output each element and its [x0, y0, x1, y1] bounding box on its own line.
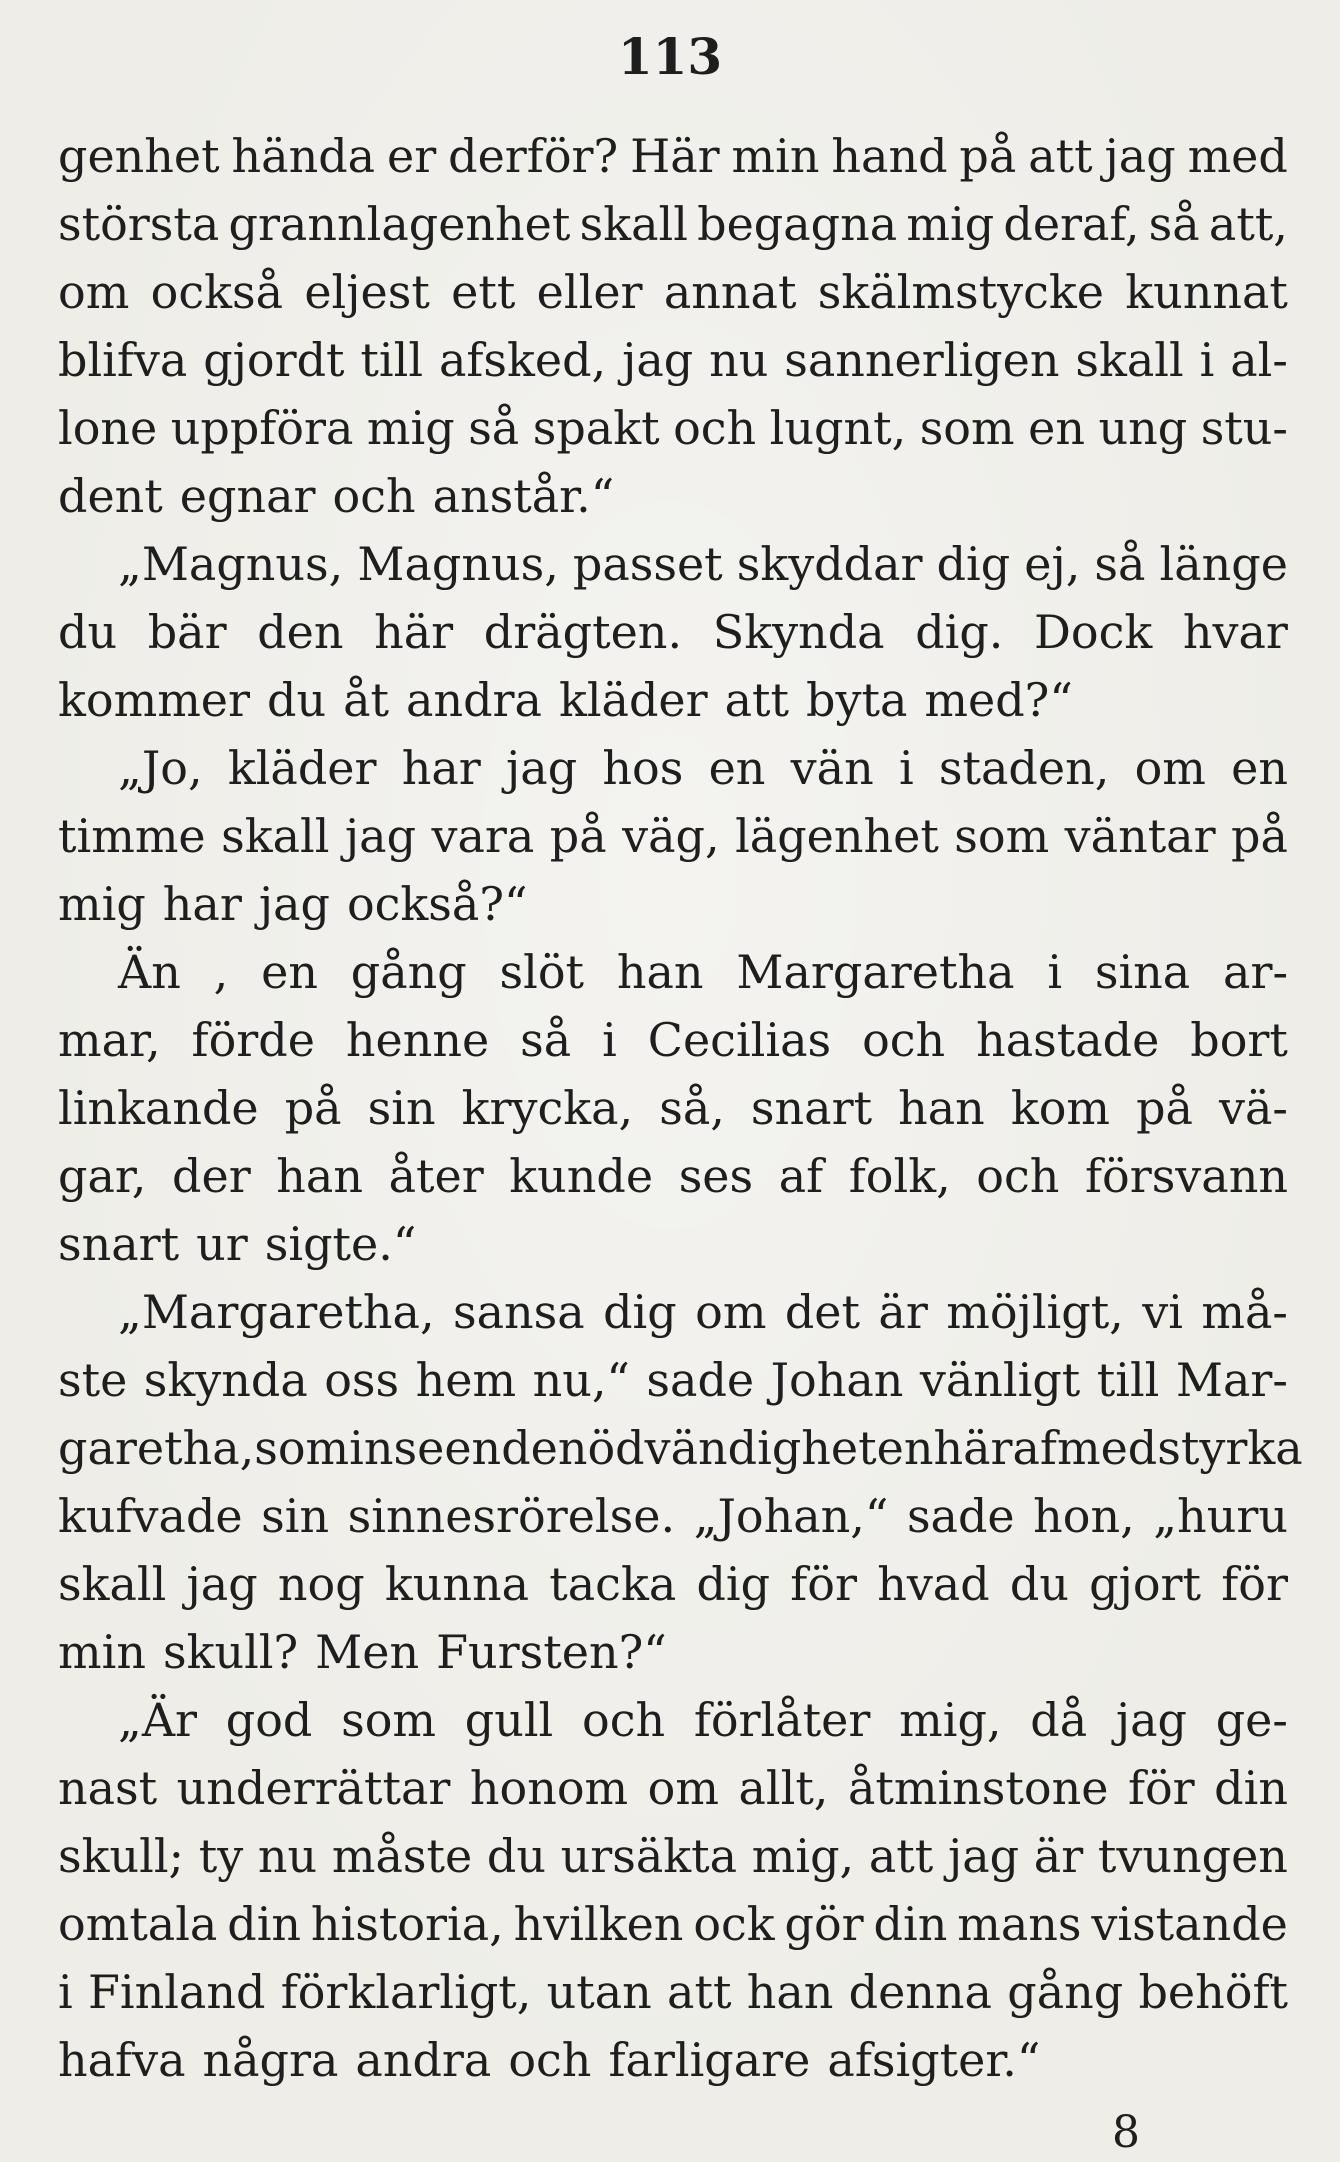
word: sina	[1094, 945, 1191, 999]
word: inseende	[349, 1421, 558, 1475]
word: deraf,	[1003, 197, 1140, 251]
word: „Margaretha,	[118, 1285, 435, 1339]
word: en	[261, 945, 318, 999]
word: vi	[1142, 1285, 1183, 1339]
text-line	[58, 1550, 1288, 1618]
word: du	[1009, 1557, 1069, 1611]
text-line	[58, 1006, 1288, 1074]
word: Mar-	[1175, 1353, 1288, 1407]
word: begagna	[697, 197, 898, 251]
word: farligare	[608, 2033, 811, 2087]
word: snart	[750, 1081, 873, 1135]
word: spakt	[532, 401, 660, 455]
word: styrka	[1157, 1421, 1303, 1475]
word: dig	[696, 1557, 771, 1611]
text-line	[58, 462, 1288, 530]
word: hand	[831, 129, 948, 183]
word: nog	[277, 1557, 365, 1611]
word: lägenhet	[735, 809, 939, 863]
word: „Magnus,	[118, 537, 344, 591]
word: några	[202, 2033, 339, 2087]
word: den	[257, 605, 344, 659]
word: skynda	[143, 1353, 308, 1407]
text-line	[58, 1618, 1288, 1686]
word: och	[332, 469, 416, 523]
word: vara	[431, 809, 535, 863]
page-number: 113	[617, 27, 723, 86]
word: gull	[464, 1693, 554, 1747]
word: gång	[350, 945, 467, 999]
word: snart	[58, 1217, 180, 1271]
text-line	[58, 802, 1288, 870]
word: jag	[1115, 1693, 1187, 1747]
text-line	[58, 122, 1288, 190]
word: hem	[415, 1353, 517, 1407]
word: utan	[546, 1965, 652, 2019]
text-line	[58, 1686, 1288, 1754]
word: kläder	[558, 673, 708, 727]
word: eller	[536, 265, 643, 319]
word: underrättar	[176, 1761, 451, 1815]
word: väg,	[622, 809, 720, 863]
text-line	[58, 1142, 1288, 1210]
word: är	[878, 1285, 928, 1339]
word: att	[667, 1965, 732, 2019]
word: med	[1056, 1421, 1158, 1475]
word: har	[401, 741, 481, 795]
word: också	[150, 265, 284, 319]
word: kunnat	[1125, 265, 1288, 319]
text-line	[58, 1346, 1288, 1414]
word: hos	[602, 741, 684, 795]
word: andra	[355, 2033, 492, 2087]
word: nu	[257, 1829, 318, 1883]
word: „Johan,“	[693, 1489, 889, 1543]
word: gång	[1007, 1965, 1124, 2019]
word: hvar	[1182, 605, 1288, 659]
word: möjligt,	[946, 1285, 1124, 1339]
word: ett	[451, 265, 516, 319]
word: och	[862, 1013, 946, 1067]
word: som	[341, 1693, 437, 1747]
word: att	[724, 673, 790, 727]
word: der	[172, 1149, 251, 1203]
word: din	[873, 1897, 948, 1951]
word: folk,	[848, 1149, 951, 1203]
word: Cecilias	[647, 1013, 832, 1067]
word: kunna	[384, 1557, 530, 1611]
word: skall	[579, 197, 688, 251]
word: dig	[603, 1285, 677, 1339]
word: har	[162, 877, 242, 931]
text-line	[58, 190, 1288, 258]
word: tvungen	[1097, 1829, 1288, 1883]
text-line	[58, 598, 1288, 666]
text-line	[58, 258, 1288, 326]
word: kommer	[58, 673, 251, 727]
word: till	[1096, 1353, 1160, 1407]
word: i	[1047, 945, 1063, 999]
word: och	[976, 1149, 1060, 1203]
word: och	[508, 2033, 592, 2087]
word: som	[919, 401, 1015, 455]
word: häraf	[933, 1421, 1057, 1475]
word: väntar	[1064, 809, 1216, 863]
word: nödvändigheten	[557, 1421, 934, 1475]
word: gör	[784, 1897, 864, 1951]
text-line	[58, 1822, 1288, 1890]
word: kunde	[509, 1149, 654, 1203]
word: denna	[848, 1965, 992, 2019]
word: sin	[261, 1489, 330, 1543]
word: bort	[1190, 1013, 1288, 1067]
word: du	[58, 605, 118, 659]
word: Magnus,	[357, 537, 559, 591]
word: anstår.“	[432, 469, 615, 523]
word: en	[1231, 741, 1288, 795]
word: egnar	[179, 469, 316, 523]
body-text	[58, 122, 1303, 2094]
text-line	[58, 2026, 1288, 2094]
word: om	[647, 1761, 719, 1815]
word: Margaretha	[736, 945, 1015, 999]
word: staden,	[938, 741, 1110, 795]
text-line	[58, 394, 1288, 462]
text-line	[58, 530, 1288, 598]
word: passet	[572, 537, 723, 591]
word: på	[959, 129, 1017, 183]
word: sinnesrörelse.	[347, 1489, 676, 1543]
word: vä-	[1219, 1081, 1288, 1135]
word: förde	[191, 1013, 315, 1067]
word: hända	[231, 129, 376, 183]
word: ursäkta	[560, 1829, 738, 1883]
word: sade	[906, 1489, 1015, 1543]
word: på	[1231, 809, 1288, 863]
signature-mark: 8	[1112, 2107, 1140, 2158]
word: krycka,	[461, 1081, 634, 1135]
word: behöft	[1138, 1965, 1288, 2019]
word: jag	[186, 1557, 258, 1611]
word: ge-	[1215, 1693, 1288, 1747]
text-line	[58, 1210, 1288, 1278]
word: ung	[1098, 401, 1188, 455]
word: min	[731, 129, 820, 183]
text-line	[58, 870, 1288, 938]
word: med?“	[924, 673, 1073, 727]
word: kom	[1010, 1081, 1111, 1135]
word: mans	[957, 1897, 1082, 1951]
word: kufvade	[58, 1489, 243, 1543]
word: Fursten?“	[436, 1625, 667, 1679]
text-line	[58, 1074, 1288, 1142]
word: ste	[58, 1353, 128, 1407]
word: så	[1094, 537, 1146, 591]
word: för	[790, 1557, 857, 1611]
word: om	[695, 1285, 767, 1339]
word: en	[1028, 401, 1085, 455]
word: gjort	[1089, 1557, 1202, 1611]
word: eljest	[304, 265, 430, 319]
word: ty	[198, 1829, 244, 1883]
word: sannerligen	[784, 333, 1060, 387]
word: linkande	[58, 1081, 259, 1135]
word: uppföra	[170, 401, 354, 455]
word: mig	[366, 401, 455, 455]
word: förklarligt,	[280, 1965, 532, 2019]
word: måste	[331, 1829, 473, 1883]
word: på	[284, 1081, 342, 1135]
word: du	[267, 673, 327, 727]
text-line	[58, 1890, 1288, 1958]
word: gar,	[58, 1149, 147, 1203]
word: mig	[58, 877, 146, 931]
word: här	[374, 605, 454, 659]
word: förlåter	[693, 1693, 871, 1747]
word: al-	[1230, 333, 1288, 387]
word: jag	[622, 333, 694, 387]
word: „Jo,	[118, 741, 203, 795]
word: min	[58, 1625, 146, 1679]
word: din	[227, 1897, 302, 1951]
word: mig,	[751, 1829, 855, 1883]
text-line	[58, 938, 1288, 1006]
word: lone	[58, 401, 158, 455]
word: på	[549, 809, 607, 863]
word: jag	[947, 1829, 1020, 1883]
word: för	[1221, 1557, 1288, 1611]
word: genhet	[58, 129, 220, 183]
word: oss	[324, 1353, 400, 1407]
word: han	[616, 945, 704, 999]
word: nu,“	[532, 1353, 630, 1407]
word: han	[898, 1081, 985, 1135]
word: i	[602, 1013, 617, 1067]
word: skyddar	[736, 537, 923, 591]
word: vistande	[1091, 1897, 1288, 1951]
word: hafva	[58, 2033, 186, 2087]
word: allt,	[738, 1761, 829, 1815]
word: „Är	[118, 1693, 198, 1747]
word: omtala	[58, 1897, 218, 1951]
word: ,	[213, 945, 229, 999]
word: hon,	[1033, 1489, 1135, 1543]
word: historia,	[310, 1897, 504, 1951]
word: mig	[906, 197, 995, 251]
text-line	[58, 666, 1288, 734]
word: gjordt	[203, 333, 345, 387]
word: att	[1028, 129, 1093, 183]
word: för	[1127, 1761, 1195, 1815]
word: andra	[406, 673, 542, 727]
word: jag	[344, 809, 417, 863]
word: skall	[58, 1557, 167, 1611]
word: jag	[258, 877, 330, 931]
word: hvilken	[513, 1897, 684, 1951]
word: nu	[709, 333, 769, 387]
word: om	[1134, 741, 1206, 795]
word: „huru	[1153, 1489, 1288, 1543]
word: så	[520, 1013, 572, 1067]
word: försvann	[1084, 1149, 1288, 1203]
word: åt	[343, 673, 390, 727]
word: ar-	[1223, 945, 1288, 999]
word: en	[708, 741, 766, 795]
word: hvad	[877, 1557, 990, 1611]
text-line	[58, 326, 1288, 394]
word: bär	[147, 605, 227, 659]
word: mig,	[899, 1693, 1002, 1747]
word: det	[784, 1285, 861, 1339]
text-line	[58, 1414, 1303, 1482]
word: dent	[58, 469, 163, 523]
word: och	[582, 1693, 666, 1747]
word: till	[360, 333, 424, 387]
word: du	[486, 1829, 546, 1883]
word: stu-	[1200, 401, 1288, 455]
word: så	[468, 401, 520, 455]
word: derför?	[448, 129, 619, 183]
word: Dock	[1034, 605, 1153, 659]
word: god	[225, 1693, 313, 1747]
word: han	[276, 1149, 363, 1203]
word: då	[1030, 1693, 1088, 1747]
word: vänligt	[919, 1353, 1081, 1407]
word: skall	[1075, 333, 1184, 387]
word: länge	[1159, 537, 1288, 591]
word: annat	[663, 265, 797, 319]
word: som	[954, 809, 1050, 863]
word: din	[1214, 1761, 1288, 1815]
word: jag	[506, 741, 578, 795]
word: skull;	[58, 1829, 185, 1883]
word: garetha,	[58, 1421, 255, 1475]
word: Skynda	[712, 605, 885, 659]
word: Men	[315, 1625, 420, 1679]
word: sansa	[453, 1285, 585, 1339]
word: skull?	[162, 1625, 299, 1679]
word: skall	[221, 809, 330, 863]
word: Finland	[87, 1965, 266, 2019]
word: Än	[118, 945, 181, 999]
word: drägten.	[483, 605, 683, 659]
word: han	[746, 1965, 834, 2019]
text-line	[58, 734, 1288, 802]
word: kläder	[227, 741, 377, 795]
word: dig	[936, 537, 1011, 591]
word: ock	[693, 1897, 775, 1951]
word: blifva	[58, 333, 188, 387]
word: ur	[196, 1217, 248, 1271]
word: så,	[659, 1081, 725, 1135]
word: så	[1148, 197, 1200, 251]
word: mar,	[58, 1013, 161, 1067]
text-line	[58, 1278, 1288, 1346]
word: ses	[678, 1149, 754, 1203]
text-line	[58, 1958, 1288, 2026]
word: som	[254, 1421, 350, 1475]
word: också?“	[346, 877, 528, 931]
word: ej,	[1024, 537, 1081, 591]
word: och	[673, 401, 757, 455]
word: må-	[1201, 1285, 1288, 1339]
word: afsigter.“	[827, 2033, 1041, 2087]
word: i	[898, 741, 914, 795]
word: jag	[1104, 129, 1176, 183]
word: i	[58, 1965, 73, 2019]
word: åter	[388, 1149, 484, 1203]
text-line	[58, 1482, 1288, 1550]
word: sin	[367, 1081, 436, 1135]
word: henne	[345, 1013, 490, 1067]
word: afsked,	[438, 333, 607, 387]
word: på	[1136, 1081, 1193, 1135]
word: är	[1033, 1829, 1084, 1883]
word: sade	[646, 1353, 755, 1407]
word: timme	[58, 809, 206, 863]
word: sigte.“	[264, 1217, 417, 1271]
word: lugnt,	[769, 401, 907, 455]
word: största	[58, 197, 220, 251]
word: honom	[469, 1761, 629, 1815]
word: i	[1199, 333, 1215, 387]
word: skälmstycke	[817, 265, 1104, 319]
word: Här	[630, 129, 720, 183]
text-line	[58, 1754, 1288, 1822]
word: om	[58, 265, 130, 319]
word: tacka	[549, 1557, 677, 1611]
word: er	[387, 129, 437, 183]
word: att	[868, 1829, 934, 1883]
word: att,	[1208, 197, 1288, 251]
word: med	[1187, 129, 1288, 183]
word: slöt	[499, 945, 585, 999]
word: dig.	[915, 605, 1004, 659]
word: Johan	[770, 1353, 904, 1407]
word: af	[778, 1149, 824, 1203]
word: nast	[58, 1761, 158, 1815]
word: åtminstone	[847, 1761, 1109, 1815]
word: vän	[790, 741, 874, 795]
word: hastade	[976, 1013, 1160, 1067]
word: grannlagenhet	[228, 197, 571, 251]
word: byta	[806, 673, 908, 727]
